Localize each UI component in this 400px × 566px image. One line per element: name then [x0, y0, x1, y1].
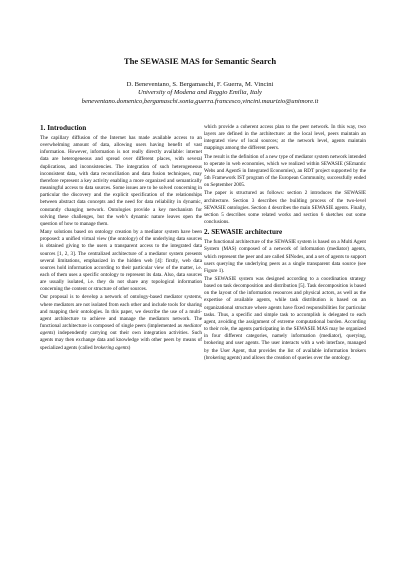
text-run: ) — [128, 344, 131, 351]
paragraph — [40, 294, 202, 351]
paragraph: The functional architecture of the SEWASIE system is based on a Multi Agent System (MAS) composed of a network of information (mediator) agents, which represent the peer and are called SINodes, and a set of agents to support users querying the underlying peers as a single transparent data source (see Figure 1). — [204, 239, 366, 274]
section-heading-introduction: 1. Introduction — [40, 124, 87, 132]
left-column — [40, 124, 202, 353]
author-emails: beneventano.domenico,bergamaschi.sonia,guerra.francesco,vincini.maurizio@unimore.it — [81, 97, 319, 105]
paragraph: Many solutions based on ontology creation by a mediator system have been proposed: a unified virtual view (the ontology) of the underlying data sources is obtained giving to the users a transparent access to the integrated data sources [1, 2, 3]. The centralized architecture of a mediator system presents several limitations, emphasized in the hidden web [4]: firstly, web data sources hold information according to their particular view of the matter, i.e. each of them uses a specific ontology to represent its data. Also, data sources are usually isolated, i.e. they do not share any topological information concerning the content or structure of other sources. — [40, 229, 202, 293]
emphasis-text: brokering agents — [93, 344, 129, 351]
paragraph: which provide a coherent access plan to the peer network. In this way, two layers are defined in the architecture: at the local level, peers maintain an integrated view of local sources; at the network level, agents maintain mappings among the different peers. — [204, 124, 366, 152]
emphasis-text: mediator agents — [40, 323, 202, 337]
paragraph: The result is the definition of a new type of mediator system network intended to operate in web economies, which we realized within SEWASIE (SEmantic Webs and AgentS in Integrated Economies), an RDT project supported by the 5th Framework IST program of the European Community, successfully ended on September 2005. — [204, 153, 366, 189]
paper-title: The SEWASIE MAS for Semantic Search — [123, 56, 277, 66]
text-run: ) independently carrying out their own integration activities. Such agents may then exchange data and knowledge with other peers by means of specialized agents (called — [40, 330, 202, 351]
paragraph: The SEWASIE system was designed according to a coordination strategy based on task decomposition and distribution [5]. Task decomposition is based on the layout of the information resources and physical actors, as well as the expertise of available agents, while task distribution is based on an organizational structure where agents have fixed responsibilities for particular tasks. Thus, a specific and simple task to accomplish is delegated to each agent, avoiding the assignment of extreme computational burden. According to their role, the agents participating in the SEWASIE MAS may be organized in four different categories, namely information (mediator), querying, brokering and user agents. The user interacts with a web interface, managed by the User Agent, that provides the list of available information brokers (brokering agents) and allows the creation of queries over the ontology. — [204, 275, 366, 361]
author-names: D. Beneventano, S. Bergamaschi, F. Guerra, M. Vincini — [126, 81, 274, 88]
paragraph: The paper is structured as follows: section 2 introduces the SEWASIE architecture. Section 3 describes the building process of the two-level SEWASIE ontologies. Section 4 describes the main SEWASIE agents. Finally, section 5 describes some related works and section 6 sketches out some conclusions. — [204, 190, 366, 226]
paragraph: The capillary diffusion of the Internet has made available access to an overwhelming amount of data, allowing users having benefit of vast information. However, information is not really directly available: internet data are heterogeneous and spread over different places, with several duplications, and inconsistencies. The integration of such heterogeneous inconsistent data, with data reconciliation and data fusion techniques, may therefore represent a key activity enabling a more organized and semantically meaningful access to data sources. Some issues are to be solved concerning in particular the discovery and the explicit specification of the relationships between abstract data concepts and the need for data reliability in dynamic, constantly changing network. Ontologies provide a key mechanism for solving these challenges, but the web’s dynamic nature leaves open the question of how to manage them. — [40, 135, 202, 227]
right-column — [204, 124, 366, 363]
text-run: Our proposal is to develop a network of ontology-based mediator systems, where mediators are not isolated from each other and include tools for sharing and mapping their ontologies. In this paper, we describe the use of a multi-agent architecture to achieve and manage the mediators network. The functional architecture is composed of single peers (implemented as — [40, 294, 202, 330]
section-heading-architecture: 2. SEWASIE architecture — [204, 228, 283, 237]
author-block — [0, 81, 400, 106]
affiliation: University of Modena and Reggio Emilia, Italy — [138, 89, 262, 97]
